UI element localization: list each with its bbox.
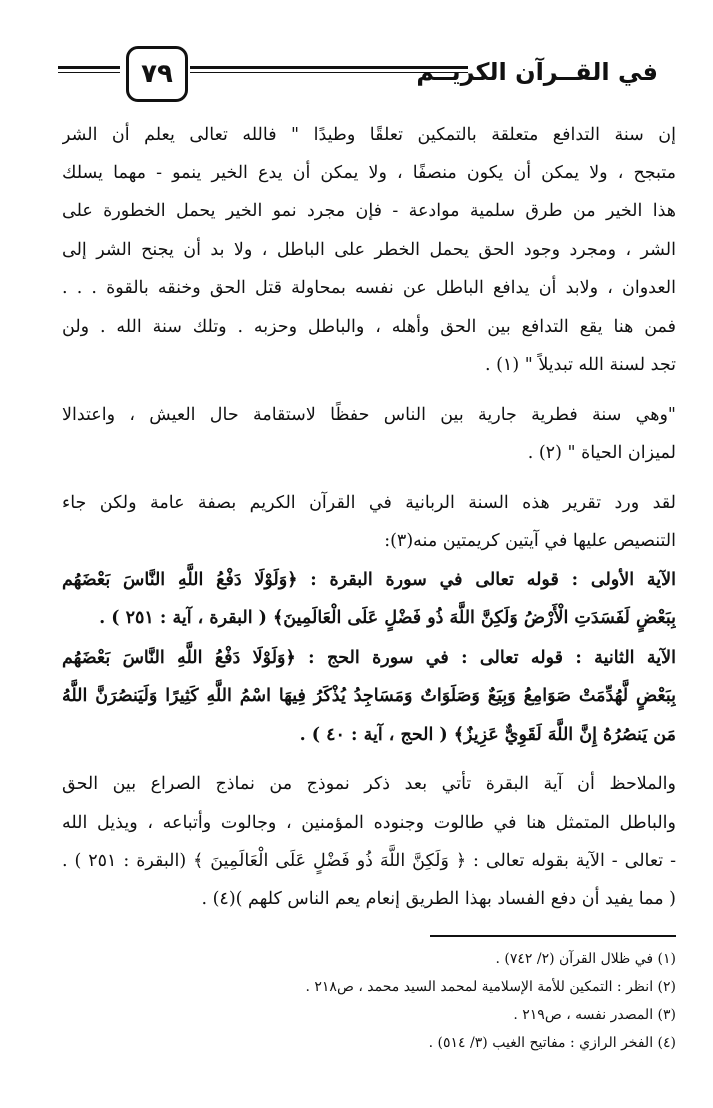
text-line: التنصيص عليها في آيتين كريمتين منه(٣): — [384, 531, 676, 551]
page-header — [58, 40, 658, 104]
verse-line: مَن يَنصُرُهُ إِنَّ اللَّهَ لَقَوِيٌّ عَزِيزٌ﴾ ( الحج ، آية : ٤٠ ) . — [299, 725, 676, 745]
text-line: تجد لسنة الله تبديلاً " (١) . — [484, 355, 676, 375]
verse-line: بِبَعْضٍ لَفَسَدَتِ الْأَرْضُ وَلَكِنَّ اللَّهَ ذُو فَضْلٍ عَلَى الْعَالَمِينَ﴾ ( البقرة ، آية : ٢٥١ ) . — [99, 608, 676, 628]
text-line: لقد ورد تقرير هذه السنة الربانية في القرآن الكريم بصفة عامة ولكن جاء — [62, 493, 676, 513]
verse-line: الآية الأولى : قوله تعالى في سورة البقرة : ﴿وَلَوْلَا دَفْعُ اللَّهِ النَّاسَ بَعْضَهُم — [62, 570, 676, 590]
footnote: (٤) الفخر الرازي : مفاتيح الغيب (٣/ ٥١٤) . — [428, 1035, 676, 1051]
text-line: - تعالى - الآية بقوله تعالى : ﴿ وَلَكِنَّ اللَّهَ ذُو فَضْلٍ عَلَى الْعَالَمِينَ ﴾ (البقرة : ٢٥١ ) . — [62, 851, 676, 871]
text-line: والملاحظ أن آية البقرة تأتي بعد ذكر نموذج من نماذج الصراع بين الحق — [62, 774, 676, 794]
footnote: (٣) المصدر نفسه ، ص٢١٩ . — [513, 1007, 676, 1023]
text-line: ( مما يفيد أن دفع الفساد بهذا الطريق إنعام يعم الناس كلهم )(٤) . — [201, 889, 676, 909]
text-line: لميزان الحياة " (٢) . — [527, 443, 676, 463]
text-line: "وهي سنة فطرية جارية بين الناس حفظًا لاستقامة حال العيش ، واعتدالا — [62, 405, 676, 425]
text-line: متبجح ، ولا يمكن أن يكون منصفًا ، ولا يمكن أن يدع الخير ينمو - مهما يسلك — [62, 163, 676, 183]
verse-line: بِبَعْضٍ لَّهُدِّمَتْ صَوَامِعُ وَبِيَعٌ وَصَلَوَاتٌ وَمَسَاجِدُ يُذْكَرُ فِيهَا اسْمُ اللَّهِ كَثِيرًا وَلَيَنصُرَنَّ اللَّهُ — [62, 686, 676, 706]
running-title: في القــرآن الكريــم — [416, 58, 658, 86]
text-line: والباطل المتمثل هنا في طالوت وجنوده المؤمنين ، وجالوت وأتباعه ، ويذيل الله — [62, 813, 676, 833]
header-rule-left — [58, 66, 120, 69]
header-rule-left-thin — [58, 72, 120, 73]
text-line: فمن هنا يقع التدافع بين الحق وأهله ، والباطل وحزبه . وتلك سنة الله . ولن — [62, 317, 676, 337]
footnote: (٢) انظر : التمكين للأمة الإسلامية لمحمد السيد محمد ، ص٢١٨ . — [305, 979, 676, 995]
footnote: (١) في ظلال القرآن (٢/ ٧٤٢) . — [495, 951, 676, 967]
footnote-divider — [430, 935, 676, 937]
verse-line: الآية الثانية : قوله تعالى : في سورة الحج : ﴿وَلَوْلَا دَفْعُ اللَّهِ النَّاسَ بَعْضَهُم — [62, 648, 676, 668]
text-line: الشر ، ومجرد وجود الحق يحمل الخطر على الباطل ، ولا بد أن يجنح الشر إلى — [62, 240, 676, 260]
page-number: ٧٩ — [126, 46, 188, 102]
text-line: هذا الخير من طرق سلمية موادعة - فإن مجرد نمو الخير يحمل الخطورة على — [62, 201, 676, 221]
text-line: العدوان ، ولابد أن يدافع الباطل عن نفسه بمحاولة قتل الحق وخنقه بالقوة . . . — [62, 278, 676, 298]
text-line: إن سنة التدافع متعلقة بالتمكين تعلقًا وطيدًا " فالله تعالى يعلم أن الشر — [62, 125, 676, 145]
